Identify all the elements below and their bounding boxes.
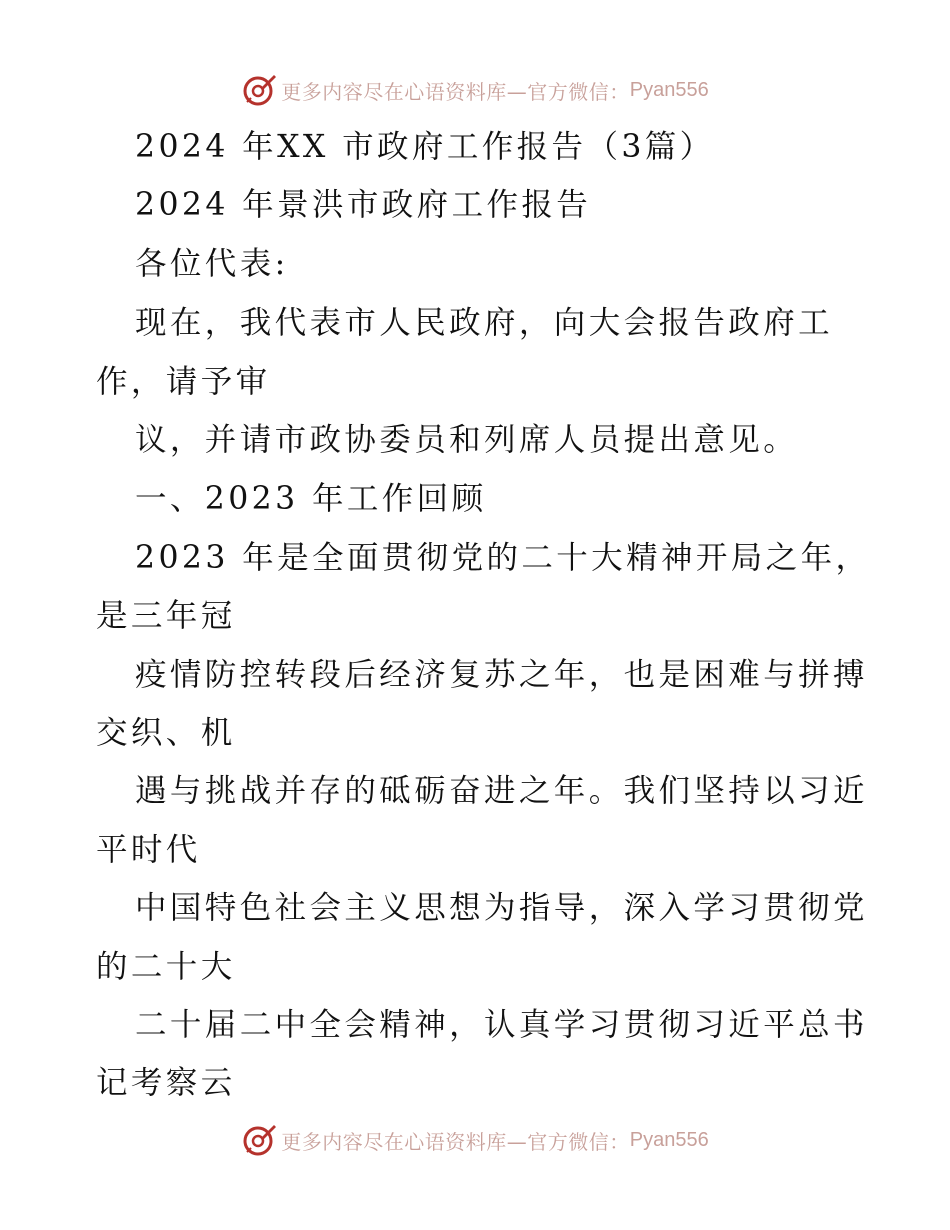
- document-subtitle: 2024 年景洪市政府工作报告: [135, 187, 592, 223]
- salutation: 各位代表:: [135, 246, 289, 282]
- paragraph-line: 中国特色社会主义思想为指导，深入学习贯彻党: [135, 890, 868, 926]
- paragraph-line: 记考察云: [96, 1065, 236, 1101]
- paragraph-line: 遇与挑战并存的砥砺奋进之年。我们坚持以习近: [135, 773, 868, 809]
- paragraph-line: 的二十大: [96, 949, 236, 985]
- paragraph-line: 平时代: [96, 832, 201, 868]
- pen-logo-icon: [241, 72, 277, 108]
- pen-logo-icon: [241, 1122, 277, 1158]
- watermark-text: 更多内容尽在心语资料库—官方微信：: [281, 1129, 630, 1154]
- section-heading: 一、2023 年工作回顾: [135, 481, 487, 517]
- watermark-id: Pyan556: [629, 1128, 709, 1151]
- paragraph-line: 疫情防控转段后经济复苏之年，也是困难与拼搏: [135, 657, 868, 693]
- paragraph-line: 作，请予审: [96, 364, 271, 400]
- paragraph-line: 交织、机: [96, 715, 236, 751]
- paragraph-line: 现在，我代表市人民政府，向大会报告政府工: [135, 305, 834, 341]
- paragraph-line: 是三年冠: [96, 598, 236, 634]
- watermark-id: Pyan556: [629, 78, 709, 101]
- watermark-header: [0, 68, 950, 112]
- watermark-text: 更多内容尽在心语资料库—官方微信：: [281, 79, 630, 104]
- paragraph-line: 2023 年是全面贯彻党的二十大精神开局之年，: [135, 540, 871, 576]
- watermark-footer: [0, 1118, 950, 1162]
- paragraph-line: 议，并请市政协委员和列席人员提出意见。: [135, 422, 799, 458]
- paragraph-line: 二十届二中全会精神，认真学习贯彻习近平总书: [135, 1007, 868, 1043]
- document-title: 2024 年XX 市政府工作报告（3篇）: [135, 129, 715, 165]
